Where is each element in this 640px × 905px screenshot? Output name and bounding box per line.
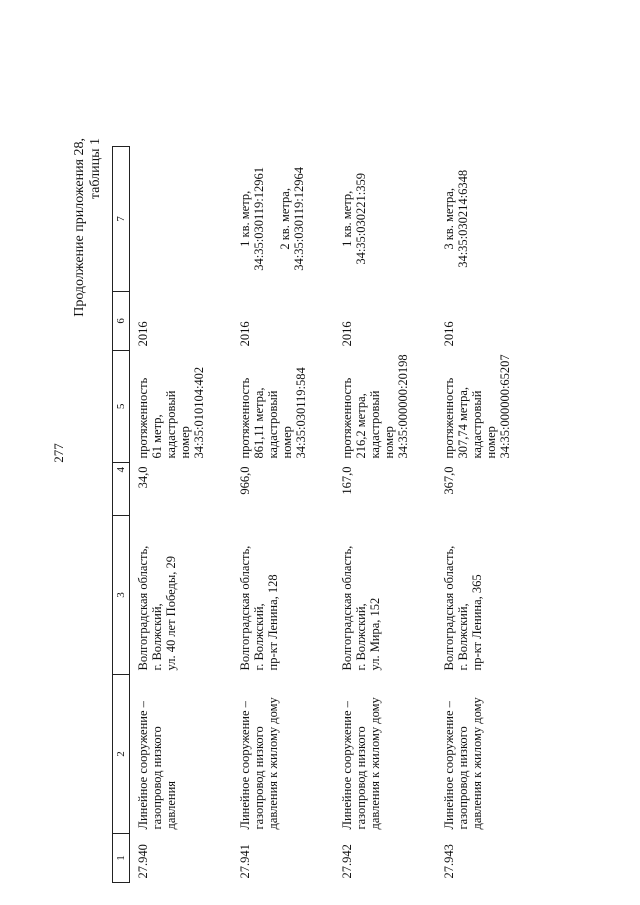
note-spacer (266, 150, 278, 287)
object-name-line: Линейное сооружение – (136, 701, 150, 830)
description-line: номер (484, 426, 498, 459)
object-name-line: Линейное сооружение – (340, 701, 354, 830)
note-cell (436, 146, 538, 291)
year: 2016 (340, 321, 354, 347)
value-cell (232, 463, 334, 516)
address-cell (130, 516, 233, 675)
object-name-line: газопровод низкого (354, 726, 368, 830)
table-row (232, 146, 334, 882)
description-line: кадастровый (368, 390, 382, 459)
object-name-line: газопровод низкого (150, 726, 164, 830)
object-name-line: давления (164, 780, 178, 830)
year: 2016 (238, 321, 252, 347)
year-cell (334, 291, 436, 350)
description-line: протяженность (238, 377, 252, 459)
address-line: Волгоградская область, (136, 545, 150, 671)
page-number: 277 (51, 443, 66, 463)
description-line: 34:35:000000:65207 (498, 354, 512, 459)
note-line: 1 кв. метр, (340, 190, 354, 247)
address-line: пр-кт Ленина, 128 (266, 574, 280, 671)
value-cell (130, 463, 233, 516)
value-cell (436, 463, 538, 516)
object-name-line: давления к жилому дому (266, 697, 280, 830)
value: 966,0 (238, 466, 252, 495)
object-name-line: Линейное сооружение – (238, 701, 252, 830)
address-line: пр-кт Ленина, 365 (470, 574, 484, 671)
note-line: 34:35:030119:12964 (292, 166, 306, 271)
description-line: 861,11 метра, (252, 387, 266, 459)
description-line: протяженность (340, 377, 354, 459)
address-line: Волгоградская область, (442, 545, 456, 671)
note-line: 34:35:030214:6348 (456, 169, 470, 268)
description-line: 61 метр, (150, 414, 164, 459)
column-number-row (113, 146, 130, 882)
table-row (334, 146, 436, 882)
column-header: 3 (113, 516, 130, 675)
row-number: 27.941 (238, 844, 252, 879)
row-number-cell (130, 834, 233, 883)
column-header: 6 (113, 291, 130, 350)
address-cell (334, 516, 436, 675)
note-line: 2 кв. метра, (278, 188, 292, 250)
object-name-line: газопровод низкого (456, 726, 470, 830)
object-name-cell (130, 675, 233, 834)
row-number-cell (334, 834, 436, 883)
column-header: 7 (113, 146, 130, 291)
object-name-cell (232, 675, 334, 834)
note-line: 34:35:030221:359 (354, 173, 368, 265)
description-line: номер (382, 426, 396, 459)
description-cell (334, 350, 436, 462)
note-cell (130, 146, 233, 291)
description-line: номер (178, 426, 192, 459)
heading-line-1: Продолжение приложения 28, (72, 138, 87, 317)
column-header: 1 (113, 834, 130, 883)
description-line: кадастровый (470, 390, 484, 459)
table-continuation-heading (72, 138, 104, 317)
address-line: ул. Мира, 152 (368, 597, 382, 671)
description-cell (436, 350, 538, 462)
note-line: 3 кв. метра, (442, 188, 456, 250)
year-cell (130, 291, 233, 350)
description-line: протяженность (136, 377, 150, 459)
note-cell (334, 146, 436, 291)
value: 367,0 (442, 466, 456, 495)
property-table (112, 146, 538, 883)
description-cell (130, 350, 233, 462)
description-line: 307,74 метра, (456, 387, 470, 459)
description-line: 34:35:000000:20198 (396, 354, 410, 459)
value: 34,0 (136, 466, 150, 489)
heading-line-2: таблицы 1 (88, 138, 103, 200)
row-number: 27.943 (442, 844, 456, 879)
column-header: 5 (113, 350, 130, 462)
description-line: 216,2 метра, (354, 393, 368, 459)
address-line: Волгоградская область, (340, 545, 354, 671)
object-name-cell (436, 675, 538, 834)
value-cell (334, 463, 436, 516)
object-name-cell (334, 675, 436, 834)
row-number: 27.942 (340, 844, 354, 879)
address-line: г. Волжский, (150, 603, 164, 671)
year: 2016 (442, 321, 456, 347)
object-name-line: Линейное сооружение – (442, 701, 456, 830)
row-number-cell (436, 834, 538, 883)
row-number: 27.940 (136, 844, 150, 879)
object-name-line: газопровод низкого (252, 726, 266, 830)
year-cell (436, 291, 538, 350)
column-header: 4 (113, 463, 130, 516)
column-header: 2 (113, 675, 130, 834)
note-line: 1 кв. метр, (238, 190, 252, 247)
address-line: г. Волжский, (456, 603, 470, 671)
object-name-line: давления к жилому дому (470, 697, 484, 830)
description-line: кадастровый (266, 390, 280, 459)
note-cell (232, 146, 334, 291)
address-cell (436, 516, 538, 675)
address-line: ул. 40 лет Победы, 29 (164, 555, 178, 671)
description-line: номер (280, 426, 294, 459)
year-cell (232, 291, 334, 350)
value: 167,0 (340, 466, 354, 495)
description-line: 34:35:010104:402 (192, 366, 206, 459)
address-line: г. Волжский, (354, 603, 368, 671)
note-line: 34:35:030119:12961 (252, 166, 266, 271)
row-number-cell (232, 834, 334, 883)
table-row (436, 146, 538, 882)
description-line: кадастровый (164, 390, 178, 459)
description-line: протяженность (442, 377, 456, 459)
description-line: 34:35:030119:584 (294, 367, 308, 459)
address-line: г. Волжский, (252, 603, 266, 671)
object-name-line: давления к жилому дому (368, 697, 382, 830)
address-cell (232, 516, 334, 675)
year: 2016 (136, 321, 150, 347)
address-line: Волгоградская область, (238, 545, 252, 671)
description-cell (232, 350, 334, 462)
table-row (130, 146, 233, 882)
